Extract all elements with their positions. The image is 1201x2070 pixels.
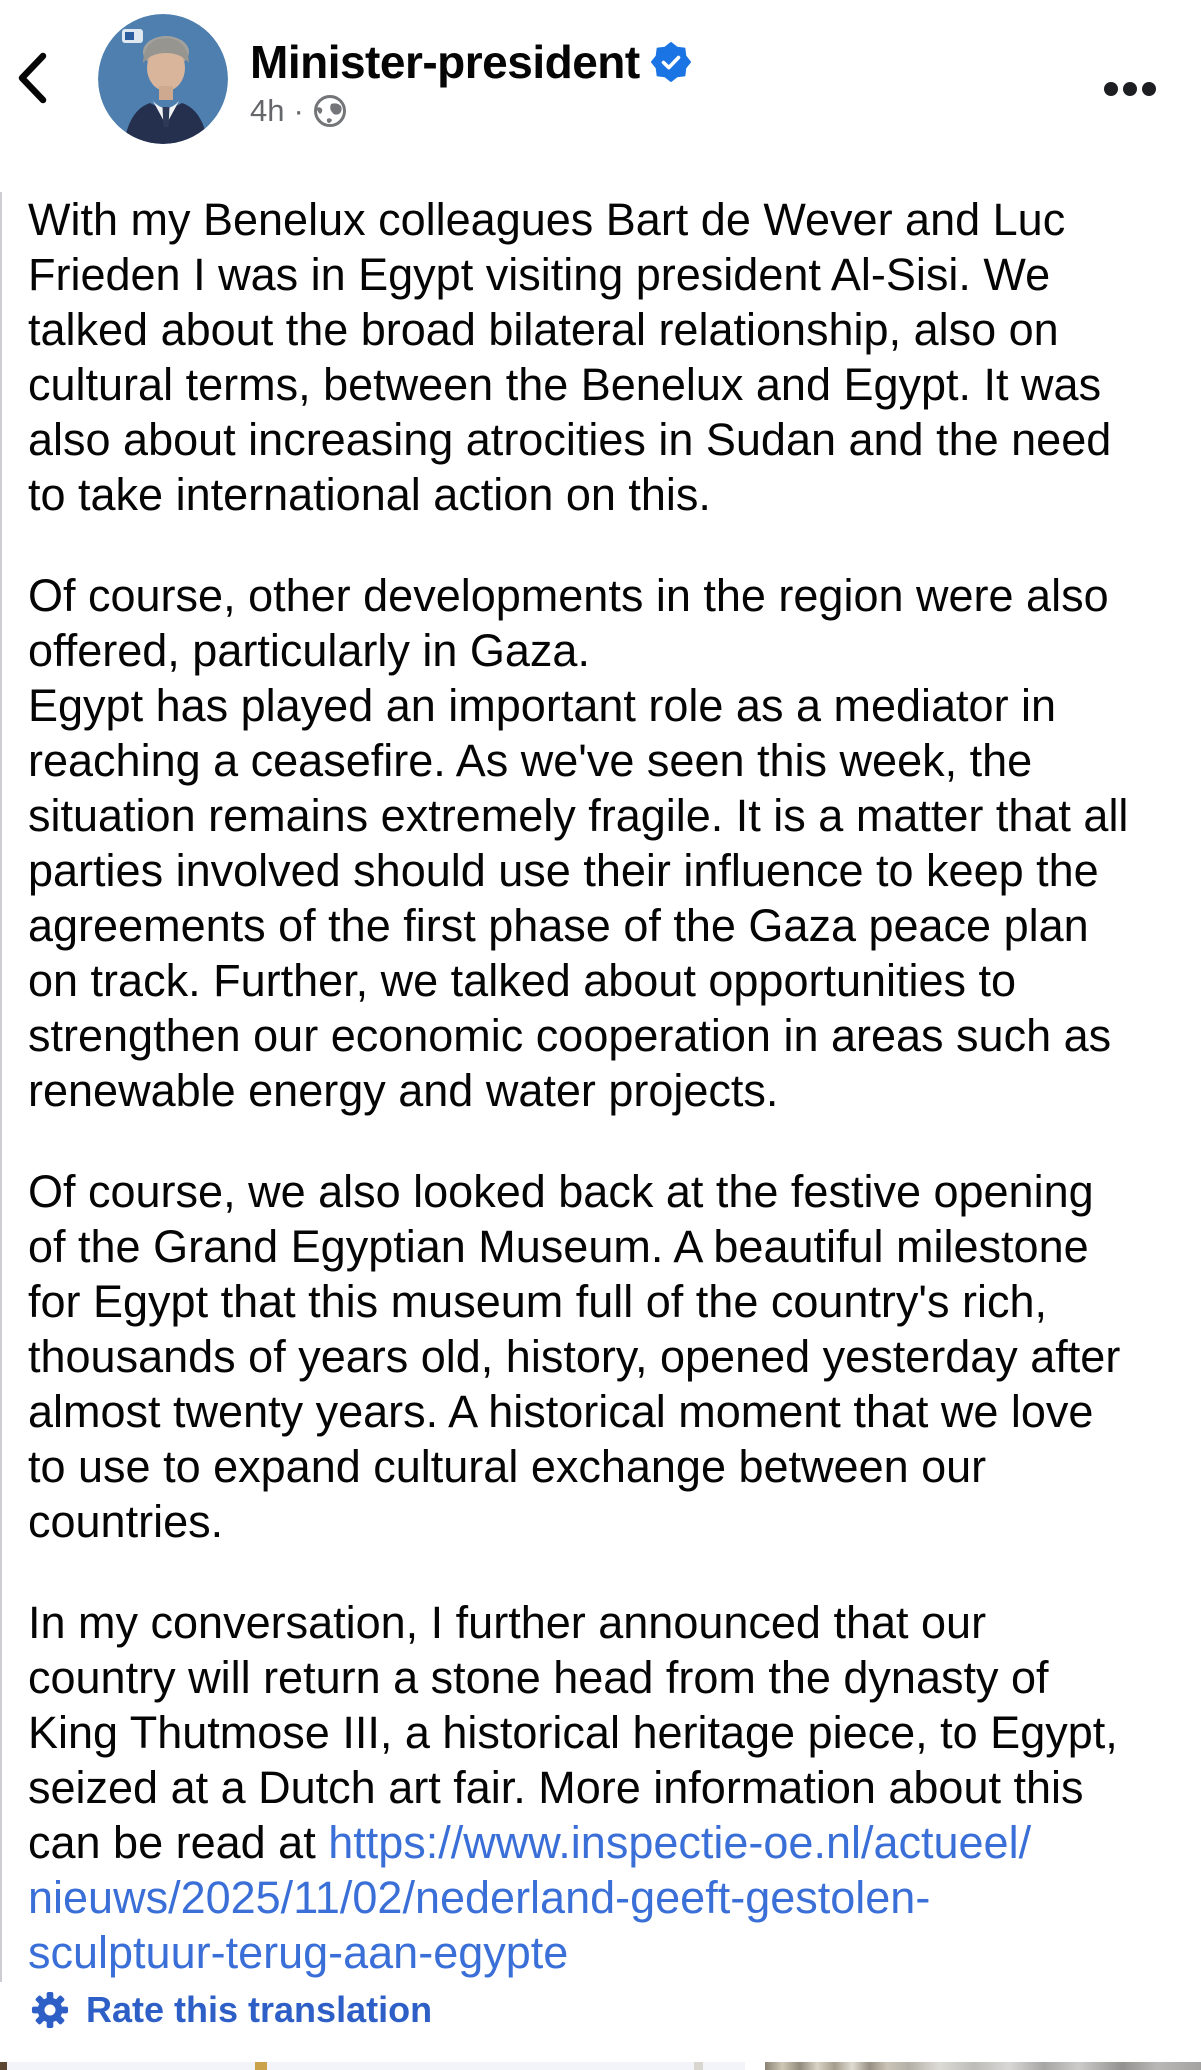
post-text: With my Benelux colleagues Bart de Wever and Luc: [28, 194, 1066, 245]
post-text-line: [28, 412, 1188, 467]
post-text: country will return a stone head from the dynasty of: [28, 1652, 1049, 1703]
dot-icon: [1123, 82, 1137, 96]
meta-separator: ·: [293, 93, 304, 128]
rate-translation-label: Rate this translation: [86, 1989, 433, 2030]
post-text-line: [28, 1650, 1188, 1705]
dot-icon: [1104, 82, 1118, 96]
post-text-line: [28, 1063, 1188, 1118]
post-text: can be read at: [28, 1817, 329, 1868]
attached-photo-right[interactable]: [765, 2062, 1201, 2070]
post-text: parties involved should use their influence to keep the: [28, 845, 1099, 896]
post-text-line: [28, 898, 1188, 953]
post-text-line: [28, 192, 1188, 247]
post-text-line: [28, 788, 1188, 843]
post-text-line: [28, 1219, 1188, 1274]
post-text: strengthen our economic cooperation in areas such as: [28, 1010, 1112, 1061]
photo-detail: [0, 2062, 7, 2070]
post-text-line: [28, 1494, 1188, 1549]
post-text: seized at a Dutch art fair. More information about this: [28, 1762, 1084, 1813]
post-text: countries.: [28, 1496, 224, 1547]
post-link[interactable]: https://www.inspectie-oe.nl/actueel/: [328, 1817, 1032, 1868]
post-text-line: [28, 1760, 1188, 1815]
post-link[interactable]: nieuws/2025/11/02/nederland-geeft-gestolen-: [28, 1872, 931, 1923]
post-text: for Egypt that this museum full of the country's rich,: [28, 1276, 1048, 1327]
post-text-line: [28, 953, 1188, 1008]
photo-detail: [694, 2062, 703, 2070]
chevron-left-icon: [10, 46, 54, 110]
post-text-line: [28, 467, 1188, 522]
post-text-line: [28, 678, 1188, 733]
post-text-line: [28, 1925, 1188, 1980]
attached-photo-left[interactable]: [0, 2062, 745, 2070]
post-text-line: [28, 623, 1188, 678]
dot-icon: [1142, 82, 1156, 96]
header-name-row: [250, 38, 691, 86]
timestamp[interactable]: 4h: [250, 93, 285, 128]
post-text-line: [28, 843, 1188, 898]
rate-translation-button[interactable]: [31, 1990, 432, 2030]
post-text-line: [28, 1439, 1188, 1494]
post-text-line: [28, 1815, 1188, 1870]
avatar[interactable]: [98, 14, 228, 144]
gear-icon: [31, 1991, 69, 2029]
post-body: [28, 192, 1188, 1980]
post-text-line: [28, 302, 1188, 357]
post-text: Egypt has played an important role as a mediator in: [28, 680, 1057, 731]
globe-icon: [313, 94, 347, 128]
post-text-line: [28, 1008, 1188, 1063]
post-text-line: [28, 1705, 1188, 1760]
post-text-line: [28, 357, 1188, 412]
post-text: King Thutmose III, a historical heritage piece, to Egypt,: [28, 1707, 1118, 1758]
left-edge-divider: [0, 192, 2, 1982]
post-text: reaching a ceasefire. As we've seen this week, the: [28, 735, 1033, 786]
post-text-line: [28, 247, 1188, 302]
post-text: talked about the broad bilateral relationship, also on: [28, 304, 1059, 355]
paragraph-gap: [28, 522, 1188, 568]
post-text-line: [28, 1870, 1188, 1925]
back-button[interactable]: [10, 46, 54, 110]
post-text-line: [28, 1384, 1188, 1439]
post-text: In my conversation, I further announced that our: [28, 1597, 987, 1648]
post-text: agreements of the first phase of the Gaza peace plan: [28, 900, 1089, 951]
post-text: also about increasing atrocities in Sudan and the need: [28, 414, 1112, 465]
post-text-line: [28, 568, 1188, 623]
post-text: of the Grand Egyptian Museum. A beautiful milestone: [28, 1221, 1089, 1272]
post-text: offered, particularly in Gaza.: [28, 625, 590, 676]
post-link[interactable]: sculptuur-terug-aan-egypte: [28, 1927, 569, 1978]
post-meta-row: [250, 92, 347, 130]
post-text: thousands of years old, history, opened yesterday after: [28, 1331, 1121, 1382]
post-text: renewable energy and water projects.: [28, 1065, 779, 1116]
post-text: Of course, we also looked back at the festive opening: [28, 1166, 1094, 1217]
post-text: almost twenty years. A historical moment that we love: [28, 1386, 1094, 1437]
post-text-line: [28, 1274, 1188, 1329]
paragraph-gap: [28, 1549, 1188, 1595]
post-text: Frieden I was in Egypt visiting president Al-Sisi. We: [28, 249, 1051, 300]
more-options-button[interactable]: [1100, 78, 1160, 100]
post-text: cultural terms, between the Benelux and Egypt. It was: [28, 359, 1102, 410]
photo-detail: [255, 2062, 267, 2070]
post-text-line: [28, 1329, 1188, 1384]
post-text: Of course, other developments in the region were also: [28, 570, 1109, 621]
paragraph-gap: [28, 1118, 1188, 1164]
profile-photo: [98, 14, 228, 144]
post-text-line: [28, 1595, 1188, 1650]
post-text: to take international action on this.: [28, 469, 711, 520]
post-text: to use to expand cultural exchange between our: [28, 1441, 987, 1492]
post-text-line: [28, 733, 1188, 788]
verified-badge-icon: [651, 42, 691, 82]
post-text: situation remains extremely fragile. It is a matter that all: [28, 790, 1129, 841]
post-text-line: [28, 1164, 1188, 1219]
post-text: on track. Further, we talked about opportunities to: [28, 955, 1017, 1006]
page-name[interactable]: Minister-president: [250, 36, 640, 88]
